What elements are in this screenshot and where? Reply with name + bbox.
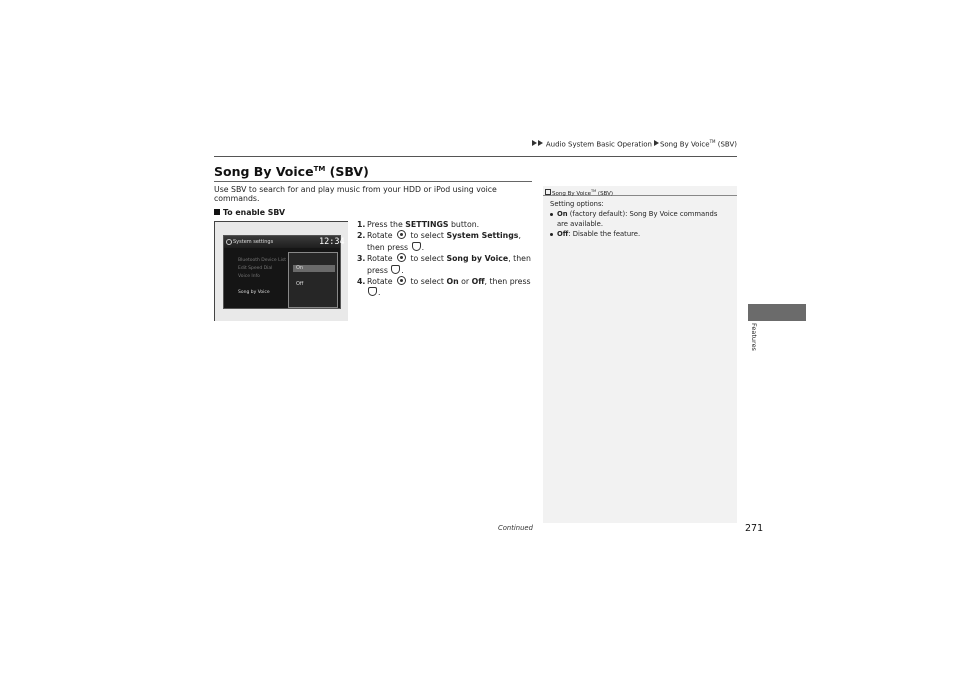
- intro-text: Use SBV to search for and play music from your HDD or iPod using voice commands.: [214, 185, 497, 203]
- section-heading: [214, 208, 285, 217]
- tm-mark: TM: [591, 189, 597, 193]
- step-text: Rotate: [367, 231, 396, 241]
- step-text: Press the: [367, 220, 406, 229]
- step-text: , then press: [484, 277, 531, 287]
- step-text: , then press: [367, 254, 531, 275]
- screen-illustration: [223, 235, 345, 309]
- step-item: [357, 219, 537, 230]
- screen-clock: 12:34: [319, 237, 345, 247]
- sidebar-option-on: [550, 209, 730, 229]
- step-text: Rotate: [367, 254, 396, 264]
- section-tab: [748, 304, 806, 321]
- step-number: 2.: [357, 231, 366, 241]
- sidebar-note-title-suffix: (SBV): [596, 190, 614, 197]
- page-title: [214, 164, 369, 179]
- sidebar-note-title: Song By Voice: [552, 190, 591, 197]
- option-text: (factory default): Song By Voice commands are available.: [557, 210, 718, 228]
- continued-note: Continued: [498, 524, 533, 532]
- step-text: .: [378, 288, 381, 298]
- screen-option-popup: [288, 252, 338, 308]
- step-text: button.: [448, 220, 480, 229]
- breadcrumb-part1: Audio System Basic Operation: [545, 140, 652, 149]
- screen-option-on: On: [293, 265, 335, 272]
- option-text: : Disable the feature.: [568, 230, 641, 238]
- step-text: or: [458, 277, 472, 287]
- step-text: .: [401, 265, 404, 275]
- sidebar-note-intro: Setting options:: [550, 200, 604, 208]
- arrow-icon: [654, 140, 659, 146]
- step-item: [357, 276, 537, 299]
- interface-dial-icon: [397, 253, 406, 262]
- reference-icon: [545, 189, 551, 195]
- arrow-icon: [532, 140, 537, 146]
- sidebar-note-header: [543, 186, 737, 196]
- screen-title: System settings: [233, 239, 274, 245]
- screen-menu-item-selected: Song by Voice: [238, 290, 270, 295]
- gear-icon: [226, 239, 232, 245]
- option-label: Off: [557, 230, 569, 238]
- step-item: [357, 230, 537, 253]
- step-list: [357, 219, 537, 299]
- square-bullet-icon: [214, 209, 220, 215]
- header-rule: [214, 156, 737, 157]
- step-keyword: SETTINGS: [405, 220, 449, 229]
- step-keyword: Song by Voice: [446, 254, 509, 264]
- interface-dial-icon: [397, 276, 406, 285]
- press-knob-icon: [391, 265, 400, 274]
- title-suffix: (SBV): [325, 164, 369, 179]
- step-text: to select: [408, 277, 447, 287]
- step-text: , then press: [367, 231, 521, 252]
- tm-mark: TM: [313, 164, 326, 173]
- step-text: to select: [408, 231, 447, 241]
- press-knob-icon: [368, 287, 377, 296]
- title-rule: [214, 181, 532, 182]
- step-text: to select: [408, 254, 447, 264]
- step-keyword: On: [446, 277, 459, 287]
- sidebar-option-off: [550, 229, 730, 239]
- step-text: .: [421, 242, 425, 252]
- step-text: Rotate: [367, 277, 396, 287]
- screen-menu-item: Edit Speed Dial: [238, 266, 273, 271]
- press-knob-icon: [412, 242, 421, 251]
- page-number: 271: [745, 523, 764, 534]
- section-heading-text: To enable SBV: [223, 208, 285, 217]
- interface-dial-icon: [397, 230, 406, 239]
- title-text: Song By Voice: [214, 164, 314, 179]
- screen-option-off: Off: [296, 281, 304, 287]
- step-number: 3.: [357, 254, 366, 264]
- screen-menu-item: Bluetooth Device List: [238, 258, 286, 263]
- section-tab-label: Features: [750, 323, 758, 351]
- option-label: On: [557, 210, 568, 218]
- tm-mark: TM: [709, 139, 716, 144]
- sidebar-note: [543, 186, 737, 523]
- step-number: 1.: [357, 220, 366, 229]
- breadcrumb-part2: Song By Voice: [659, 140, 710, 149]
- step-number: 4.: [357, 277, 366, 287]
- sidebar-note-body: [550, 199, 730, 239]
- step-item: [357, 253, 537, 276]
- step-keyword: System Settings: [446, 231, 519, 241]
- breadcrumb: [520, 139, 737, 148]
- breadcrumb-part2-suffix: (SBV): [715, 140, 737, 149]
- screen-menu-item: Voice Info: [238, 274, 260, 279]
- arrow-icon: [538, 140, 543, 146]
- step-keyword: Off: [471, 277, 485, 287]
